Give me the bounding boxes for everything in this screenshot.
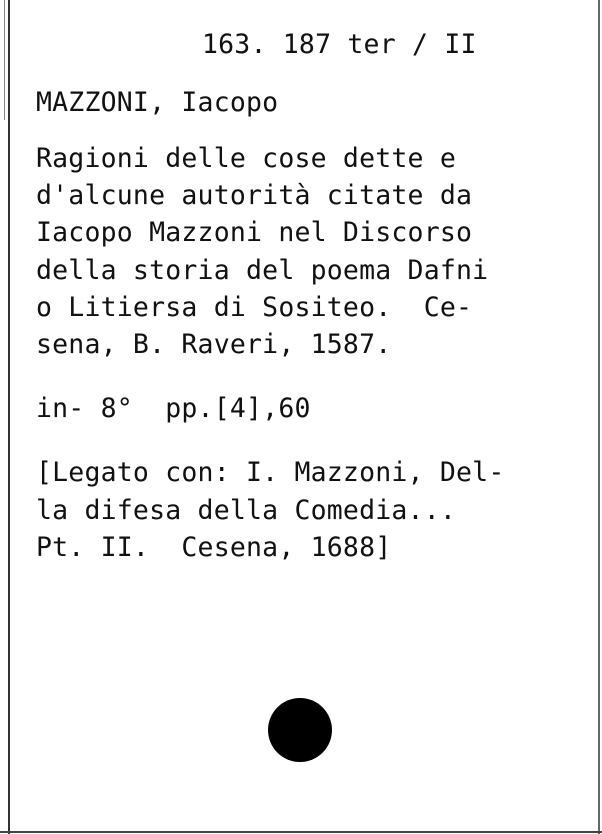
call-number: 163. 187 ter / II	[202, 29, 477, 60]
title-line-3: Iacopo Mazzoni nel Discorso	[36, 217, 473, 248]
punch-hole	[268, 698, 332, 762]
format-pagination: in- 8° pp.[4],60	[36, 393, 311, 424]
title-line-6: sena, B. Raveri, 1587.	[36, 329, 392, 360]
title-line-2: d'alcune autorità citate da	[36, 180, 473, 211]
card-left-border	[8, 0, 10, 834]
note-line-3: Pt. II. Cesena, 1688]	[36, 532, 392, 563]
card-bottom-border	[0, 831, 602, 833]
author-heading: MAZZONI, Iacopo	[36, 87, 279, 118]
title-line-4: della storia del poema Dafni	[36, 255, 489, 286]
note-line-1: [Legato con: I. Mazzoni, Del-	[36, 457, 505, 488]
title-line-5: o Litiersa di Sositeo. Ce-	[36, 292, 473, 323]
title-line-1: Ragioni delle cose dette e	[36, 143, 457, 174]
card-edge-line	[4, 0, 5, 120]
note-line-2: la difesa della Comedia...	[36, 495, 457, 526]
card-right-border	[598, 0, 600, 834]
